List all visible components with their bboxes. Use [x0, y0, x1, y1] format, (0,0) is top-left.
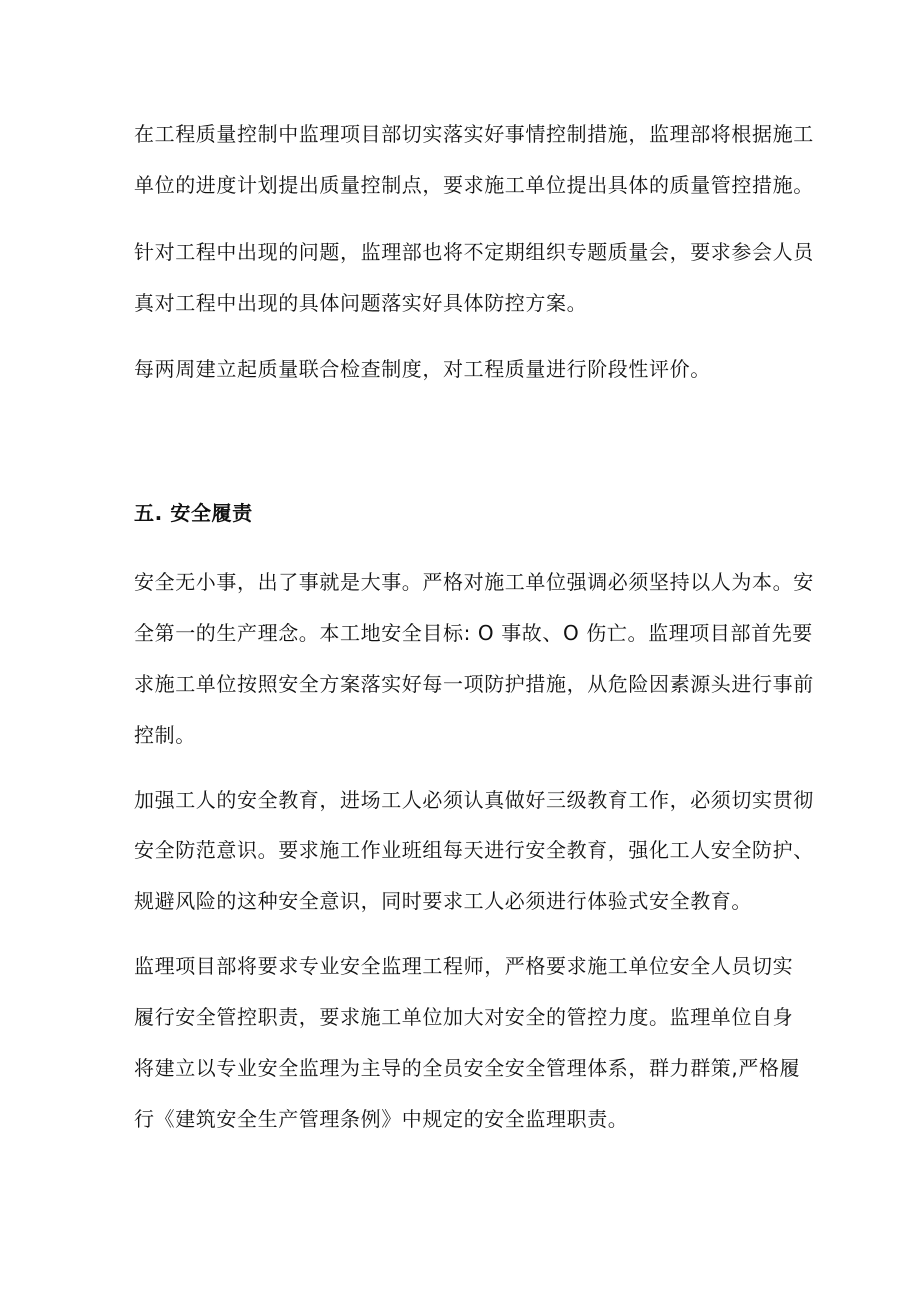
paragraph-line: 加强工人的安全教育，进场工人必须认真做好三级教育工作，必须切实贯彻 [134, 788, 814, 812]
paragraph-line: 每两周建立起质量联合检查制度，对工程质量进行阶段性评价。 [134, 357, 711, 381]
paragraph-line: 安全防范意识。要求施工作业班组每天进行安全教育，强化工人安全防护、 [134, 838, 814, 862]
paragraph-line: 安全无小事，出了事就是大事。严格对施工单位强调必须坚持以人为本。安 [134, 570, 814, 594]
paragraph-line: 履行安全管控职责，要求施工单位加大对安全的管控力度。监理单位自身 [134, 1005, 794, 1029]
paragraph-line: 监理项目部将要求专业安全监理工程师，严格要求施工单位安全人员切实 [134, 954, 794, 978]
paragraph-line: 控制。 [134, 723, 196, 747]
paragraph-line: 将建立以专业安全监理为主导的全员安全安全管理体系，群力群策,严格履 [134, 1056, 801, 1080]
section-heading: 五. 安全履责 [134, 501, 253, 525]
paragraph-line: 全第一的生产理念。本工地安全目标: O 事故、O 伤亡。监理项目部首先要 [134, 621, 813, 645]
paragraph-line: 单位的进度计划提出质量控制点，要求施工单位提出具体的质量管控措施。 [134, 173, 814, 197]
paragraph-line: 行《建筑安全生产管理条例》中规定的安全监理职责。 [134, 1107, 629, 1131]
paragraph-line: 规避风险的这种安全意识，同时要求工人必须进行体验式安全教育。 [134, 889, 752, 913]
paragraph-line: 真对工程中出现的具体问题落实好具体防控方案。 [134, 291, 588, 315]
paragraph-line: 针对工程中出现的问题，监理部也将不定期组织专题质量会，要求参会人员 [134, 240, 814, 264]
paragraph-line: 在工程质量控制中监理项目部切实落实好事情控制措施，监理部将根据施工 [134, 122, 814, 146]
paragraph-line: 求施工单位按照安全方案落实好每一项防护措施，从危险因素源头进行事前 [134, 672, 814, 696]
